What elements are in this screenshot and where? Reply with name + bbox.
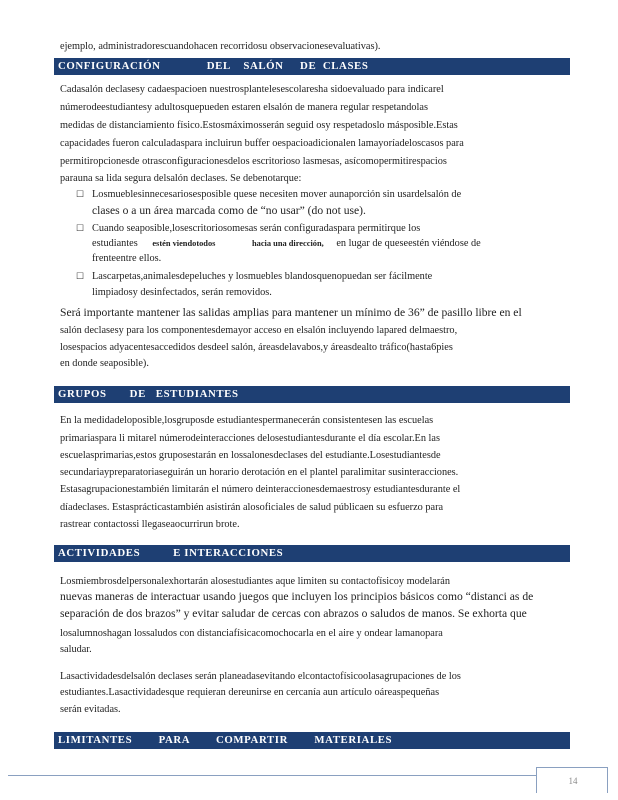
config-line-1: Cadasalón declasesy cadaespacioen nuestrosplantelesescolaresha sidoevaluado para indicarel (60, 84, 444, 95)
bullet-2-word-b: estén viendotodos (152, 239, 216, 248)
config-line-5: permitiropcionesde otrasconfiguracionesdelos escritorioso lasmesas, asícomopermitirespacios (60, 156, 447, 167)
groups-line-4: secundariaypreparatoriaseguirán un horario derotación en el plantel paralimitar susinteracciones. (60, 467, 459, 478)
bullet-marker: ☐ (76, 271, 85, 281)
activities-para2-line-1: Lasactividadesdelsalón declases serán planeadasevitando elcontactofísicoolasagrupaciones de los (60, 671, 461, 682)
activities-line-4: losalumnoshagan lossaludos con distanciafísicacomochocarla en el aire y ondear lamanopara (60, 628, 443, 639)
bullet-2-line-3: frenteentre ellos. (92, 253, 162, 264)
config-line-4: capacidades fueron calculadaspara incluirun buffer oespacioadicionalen lamayoríadeloscasos para (60, 138, 464, 149)
bullet-2-line-1: Cuando seaposible,losescritoriosomesas serán configuradaspara permitirque los (92, 223, 421, 234)
config-para-line-2: losespacios adyacentesaccedidos desdeel salón, áreasdelavabos,y áreasdealto tráfico(hasta6pies (60, 342, 453, 353)
bullet-3-line-2: limpiadosy desinfectados, serán removidos. (92, 287, 272, 298)
bullet-1-line-1: Losmueblesinnecesariosesposible quese necesiten mover aunaporción sin usardelsalón de (92, 189, 462, 200)
activities-emphasis-2: separación de dos brazos” y evitar saludar de cercas con abrazos o saludos de manos. Se exhorta que (60, 607, 527, 620)
bullet-2-word-c: hacia una dirección, (251, 239, 324, 248)
section-header-actividades: ACTIVIDADES E INTERACCIONES (54, 545, 570, 562)
section-header-limitantes: LIMITANTES PARA COMPARTIR MATERIALES (54, 732, 570, 749)
groups-line-6: díadeclases. Estasprácticastambién asistirán alosoficiales de salud públicaen su esfuerzo para (60, 502, 444, 513)
config-para-line-3: en donde seaposible). (60, 358, 149, 369)
bullet-1-line-2: clases o a un área marcada como de “no usar” (do not use). (92, 204, 366, 217)
bullet-2-word-d: en lugar de queseestén viéndose de (336, 238, 481, 249)
section-header-grupos: GRUPOS DE ESTUDIANTES (54, 386, 570, 403)
bullet-2-word-a: estudiantes (92, 238, 138, 249)
groups-line-7: rastrear contactossi llegaseaocurrirun brote. (60, 519, 240, 530)
footer-page-box (536, 767, 608, 793)
bullet-marker: ☐ (76, 223, 85, 233)
groups-line-1: En la medidadeloposible,losgruposde estudiantespermanecerán consistentesen las escuelas (60, 415, 434, 426)
bullet-3-line-1: Lascarpetas,animalesdepeluches y losmuebles blandosquenopuedan ser fácilmente (92, 271, 433, 282)
activities-para2-line-2: estudiantes.Lasactividadesque requieran dereunirse en cercanía aun artículo oáreaspequeñas (60, 687, 440, 698)
activities-para2-line-3: serán evitadas. (60, 704, 121, 715)
groups-line-2: primariaspara li mitarel númerodeinteracciones delosestudiantesdurante el día escolar.En las (60, 433, 440, 444)
config-line-6: parauna sa lida segura delsalón declases. Se debenotarque: (60, 173, 302, 184)
config-line-3: medidas de distanciamiento físico.Estosmáximosserán seguid osy respetadoslo másposible.Estas (60, 120, 458, 131)
bullet-2-line-2 (92, 237, 481, 250)
config-para-line-1: salón declasesy para los componentesdemayor acceso en elsalón incluyendo lapared delmaestro, (60, 325, 458, 336)
footer-rule (8, 775, 536, 776)
config-line-2: númerodeestudiantesy adultosquepueden estaren elsalón de manera regular respetandolas (60, 102, 428, 113)
groups-line-5: Estasagrupacionestambién limitarán el número deinteraccionesdemaestrosy estudiantesdurante el (60, 484, 461, 495)
activities-line-1: Losmiembrosdelpersonalexhortarán alosestudiantes aque limiten su contactofísicoy modelarán (60, 576, 451, 587)
section-header-configuracion: CONFIGURACIÓN DEL SALÓN DE CLASES (54, 58, 570, 75)
page-number: 14 (568, 776, 578, 786)
bullet-marker: ☐ (76, 189, 85, 199)
config-emphasis-line: Será importante mantener las salidas amplias para mantener un mínimo de 36” de pasillo libre en el (60, 306, 522, 319)
intro-line: ejemplo, administradorescuandohacen recorridosu observacionesevaluativas). (60, 41, 381, 52)
groups-line-3: escuelasprimarias,estos gruposestarán en lossalonesdeclases del estudiante.Losestudiantesde (60, 450, 441, 461)
activities-emphasis-1: nuevas maneras de interactuar usando juegos que incluyen los principios básicos como “distanci as de (60, 590, 534, 603)
activities-line-5: saludar. (60, 644, 92, 655)
